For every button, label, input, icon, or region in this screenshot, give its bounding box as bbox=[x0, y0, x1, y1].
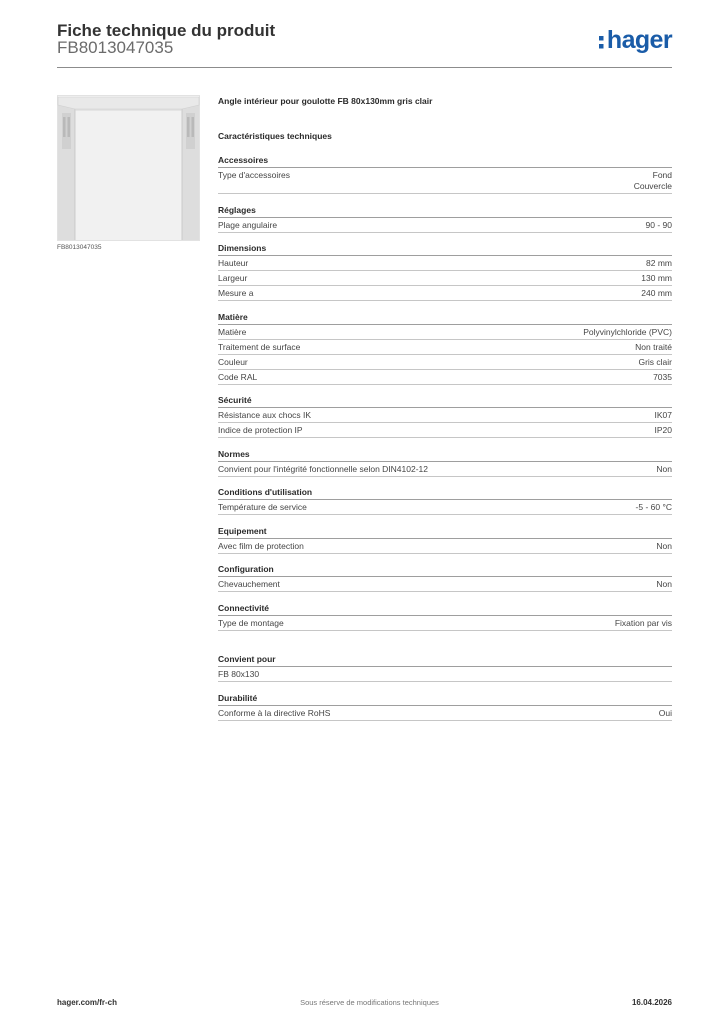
spec-section-equipement bbox=[218, 524, 672, 554]
spec-label: Température de service bbox=[218, 502, 307, 512]
spec-row-hauteur bbox=[218, 256, 672, 271]
hager-logo bbox=[599, 26, 672, 54]
product-image bbox=[57, 95, 200, 241]
spec-value: Polyvinylchloride (PVC) bbox=[583, 326, 672, 337]
section-heading: Sécurité bbox=[218, 393, 672, 408]
section-heading: Convient pour bbox=[218, 652, 672, 667]
spec-section-normes bbox=[218, 447, 672, 477]
spec-value: IK07 bbox=[654, 410, 672, 420]
section-heading: Matière bbox=[218, 310, 672, 325]
spec-row-type-d-accessoires bbox=[218, 168, 672, 194]
spec-row-conforme-a-la-directive-rohs bbox=[218, 706, 672, 721]
header-divider bbox=[57, 67, 672, 68]
section-heading: Connectivité bbox=[218, 601, 672, 616]
spec-value: Fond Couvercle bbox=[633, 170, 672, 191]
logo-colon-mark bbox=[599, 34, 605, 50]
spec-label: Plage angulaire bbox=[218, 219, 278, 230]
section-heading: Equipement bbox=[218, 524, 672, 539]
section-heading: Conditions d'utilisation bbox=[218, 485, 672, 500]
spec-section-accessoires bbox=[218, 153, 672, 194]
spec-section-reglages bbox=[218, 203, 672, 233]
spec-row-indice-de-protection-ip bbox=[218, 423, 672, 438]
spec-section-configuration bbox=[218, 562, 672, 592]
spec-row-matiere bbox=[218, 325, 672, 340]
spec-label: Hauteur bbox=[218, 258, 249, 268]
spec-row-traitement-de-surface bbox=[218, 340, 672, 355]
product-reference: FB8013047035 bbox=[57, 38, 174, 57]
spec-value: Non bbox=[656, 540, 672, 551]
document-title: Fiche technique du produit bbox=[57, 21, 276, 40]
product-name: Angle intérieur pour goulotte FB 80x130mm gris clair bbox=[218, 96, 433, 106]
spec-section-convient-pour bbox=[218, 652, 672, 682]
spec-value: Non bbox=[656, 579, 672, 589]
spec-value: Non bbox=[656, 463, 672, 474]
spec-row-temperature-de-service bbox=[218, 500, 672, 515]
spec-section-durabilite bbox=[218, 691, 672, 721]
logo-dot-top bbox=[599, 36, 604, 41]
section-heading: Durabilité bbox=[218, 691, 672, 706]
spec-value: 82 mm bbox=[646, 258, 672, 268]
additional-sections bbox=[218, 639, 672, 721]
duct-top-lid bbox=[58, 97, 199, 109]
spec-value: Oui bbox=[658, 707, 672, 718]
spec-label: Largeur bbox=[218, 273, 248, 283]
spec-label: Type de montage bbox=[218, 617, 284, 628]
spec-value: 130 mm bbox=[641, 273, 672, 283]
spec-section-matiere bbox=[218, 310, 672, 385]
spec-label: Mesure a bbox=[218, 288, 254, 298]
spec-value: 90 - 90 bbox=[645, 219, 672, 230]
spec-row-largeur bbox=[218, 271, 672, 286]
spec-row-couleur bbox=[218, 355, 672, 370]
spec-label: Type d'accessoires bbox=[218, 170, 291, 180]
spec-label: Chevauchement bbox=[218, 579, 280, 589]
spec-sections bbox=[218, 153, 672, 729]
spec-value: Gris clair bbox=[638, 356, 672, 367]
image-caption: FB8013047035 bbox=[57, 244, 102, 251]
footer-website: hager.com/fr-ch bbox=[57, 998, 118, 1007]
spec-row-avec-film-de-protection bbox=[218, 539, 672, 554]
spec-value: 7035 bbox=[653, 371, 672, 382]
spec-section-dimensions bbox=[218, 241, 672, 301]
logo-dot-bottom bbox=[599, 44, 604, 49]
spec-value: 240 mm bbox=[641, 288, 672, 298]
spec-value: IP20 bbox=[654, 425, 672, 435]
footer-notice: Sous réserve de modifications techniques bbox=[300, 998, 439, 1007]
logo-wordmark: hager bbox=[606, 25, 672, 54]
spec-label: Code RAL bbox=[218, 371, 258, 382]
section-heading: Accessoires bbox=[218, 153, 672, 168]
spec-row-code-ral bbox=[218, 370, 672, 385]
section-heading: Dimensions bbox=[218, 241, 672, 256]
spec-section-connectivite bbox=[218, 601, 672, 631]
spec-value: Fixation par vis bbox=[614, 617, 672, 628]
left-clip-1 bbox=[63, 117, 66, 137]
spec-section-conditions-d-utilisation bbox=[218, 485, 672, 515]
duct-back-face bbox=[75, 109, 182, 240]
spec-value: Non traité bbox=[635, 341, 672, 352]
spec-label: Traitement de surface bbox=[218, 341, 301, 352]
spec-row-plage-angulaire bbox=[218, 218, 672, 233]
spec-row-fb-80x130 bbox=[218, 667, 672, 682]
spec-label: Conforme à la directive RoHS bbox=[218, 707, 331, 718]
spec-label: Couleur bbox=[218, 356, 248, 367]
right-clip-2 bbox=[192, 117, 195, 137]
section-heading: Configuration bbox=[218, 562, 672, 577]
spec-row-type-de-montage bbox=[218, 616, 672, 631]
spec-section-securite bbox=[218, 393, 672, 438]
left-clip-2 bbox=[68, 117, 71, 137]
technical-sections bbox=[218, 153, 672, 631]
spec-row-resistance-aux-chocs-ik bbox=[218, 408, 672, 423]
spec-label: Indice de protection IP bbox=[218, 425, 303, 435]
spec-row-convient-pour-l-integrite-fonctionnelle-selon-din4102-12 bbox=[218, 462, 672, 477]
right-clip-1 bbox=[187, 117, 190, 137]
spec-label: Avec film de protection bbox=[218, 540, 304, 551]
spec-row-chevauchement bbox=[218, 577, 672, 592]
spec-label: Convient pour l'intégrité fonctionnelle selon DIN4102-12 bbox=[218, 463, 429, 474]
spec-label: Résistance aux chocs IK bbox=[218, 410, 312, 420]
section-heading: Normes bbox=[218, 447, 672, 462]
specs-title: Caractéristiques techniques bbox=[218, 131, 332, 141]
spec-value: -5 - 60 °C bbox=[635, 502, 672, 512]
footer-date: 16.04.2026 bbox=[631, 998, 672, 1007]
spec-label: FB 80x130 bbox=[218, 669, 260, 679]
section-heading: Réglages bbox=[218, 203, 672, 218]
spec-label: Matière bbox=[218, 326, 247, 337]
spec-row-mesure-a bbox=[218, 286, 672, 301]
